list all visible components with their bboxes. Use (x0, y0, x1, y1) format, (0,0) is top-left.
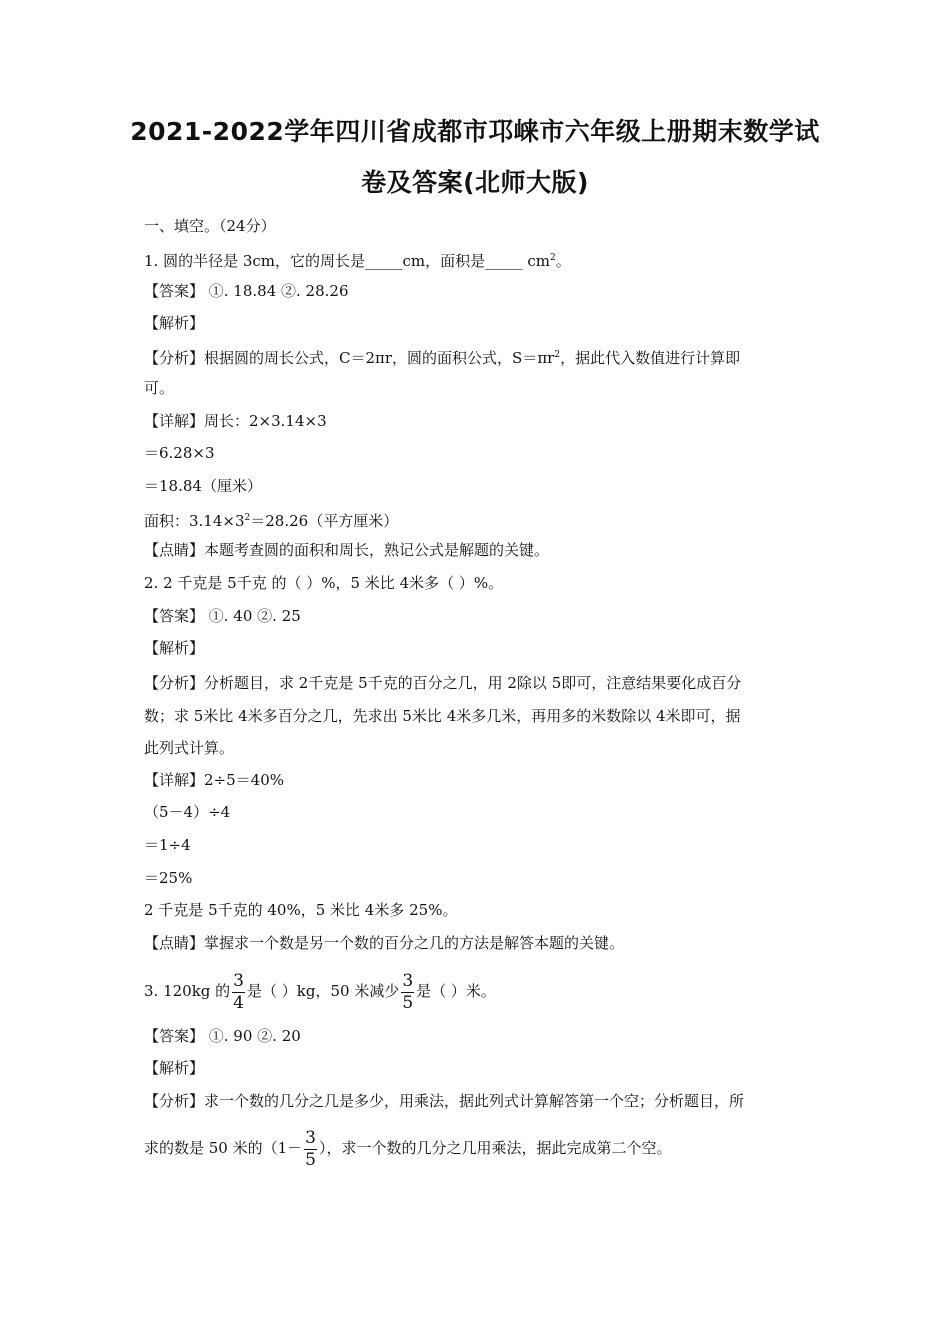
question-2-detail-1: 【详解】2÷5＝40% (144, 771, 284, 789)
question-1-detail-3: ＝18.84（厘米） (144, 477, 262, 495)
question-2-conclusion: 2 千克是 5千克的 40%，5 米比 4米多 25%。 (144, 901, 458, 919)
question-3-stem: 3. 120kg 的 $\frac{3}{4}$ 是（ ）kg，50 米减少 $\frac{3}{5}$ 是（ ）米。 (144, 970, 496, 1013)
question-2-detail-2: （5－4）÷4 (144, 803, 231, 821)
question-2-fenxi-3: 此列式计算。 (144, 739, 235, 757)
question-1-stem: 1. 圆的半径是 3cm，它的周长是_____cm，面积是_____ $cm^2$。 (144, 252, 571, 270)
section-heading: 一、填空。（24分） (144, 217, 276, 235)
document-title-line-1: 2021-2022学年四川省成都市邛崃市六年级上册期末数学试 (130, 117, 820, 146)
fraction-three-fifths: $\frac{3}{5}$ (402, 970, 414, 1013)
question-2-analysis-heading: 【解析】 (144, 639, 205, 657)
question-1-key-point: 【点睛】本题考查圆的面积和周长，熟记公式是解题的关键。 (144, 541, 550, 559)
question-3-analysis-heading: 【解析】 (144, 1059, 205, 1077)
document-title-line-2: 卷及答案(北师大版) (361, 168, 589, 197)
question-2-key-point: 【点睛】掌握求一个数是另一个数的百分之几的方法是解答本题的关键。 (144, 934, 625, 952)
question-2-answer: 【答案】 ①. 40 ②. 25 (144, 607, 301, 625)
fraction-three-fifths: $\frac{3}{5}$ (305, 1127, 316, 1170)
question-2-detail-3: ＝1÷4 (144, 836, 191, 854)
question-1-detail-1: 【详解】周长：2×3.14×3 (144, 412, 327, 430)
question-2-fenxi-2: 数；求 5米比 4米多百分之几，先求出 5米比 4米多几米，再用多的米数除以 4米即可，据 (144, 707, 741, 725)
question-1-detail-2: ＝6.28×3 (144, 444, 215, 462)
question-3-answer: 【答案】 ①. 90 ②. 20 (144, 1027, 301, 1045)
question-1-answer: 【答案】 ①. 18.84 ②. 28.26 (144, 282, 349, 300)
question-1-detail-4: 面积：$3.14\times 3^2=28.26$（平方厘米） (144, 512, 399, 530)
question-2-stem: 2. 2 千克是 5千克 的（ ）%，5 米比 4米多（ ）%。 (144, 574, 504, 592)
question-2-detail-4: ＝25% (144, 869, 193, 887)
question-1-fenxi: 【分析】根据圆的周长公式，C＝2πr，圆的面积公式，$S=\pi r^2$，据此代入数值进行计算即 (144, 349, 741, 367)
question-3-fenxi-2: 求的数是 50 米的（1－ $\frac{3}{5}$ ），求一个数的几分之几用乘法，据此完成第二个空。 (144, 1127, 672, 1170)
question-1-fenxi-cont: 可。 (144, 379, 175, 397)
question-2-fenxi-1: 【分析】分析题目，求 2千克是 5千克的百分之几，用 2除以 5即可，注意结果要化成百分 (144, 674, 742, 692)
fraction-three-fourths: $\frac{3}{4}$ (233, 970, 244, 1013)
question-3-fenxi-1: 【分析】求一个数的几分之几是多少，用乘法，据此列式计算解答第一个空；分析题目，所 (144, 1092, 745, 1110)
question-1-analysis-heading: 【解析】 (144, 314, 205, 332)
